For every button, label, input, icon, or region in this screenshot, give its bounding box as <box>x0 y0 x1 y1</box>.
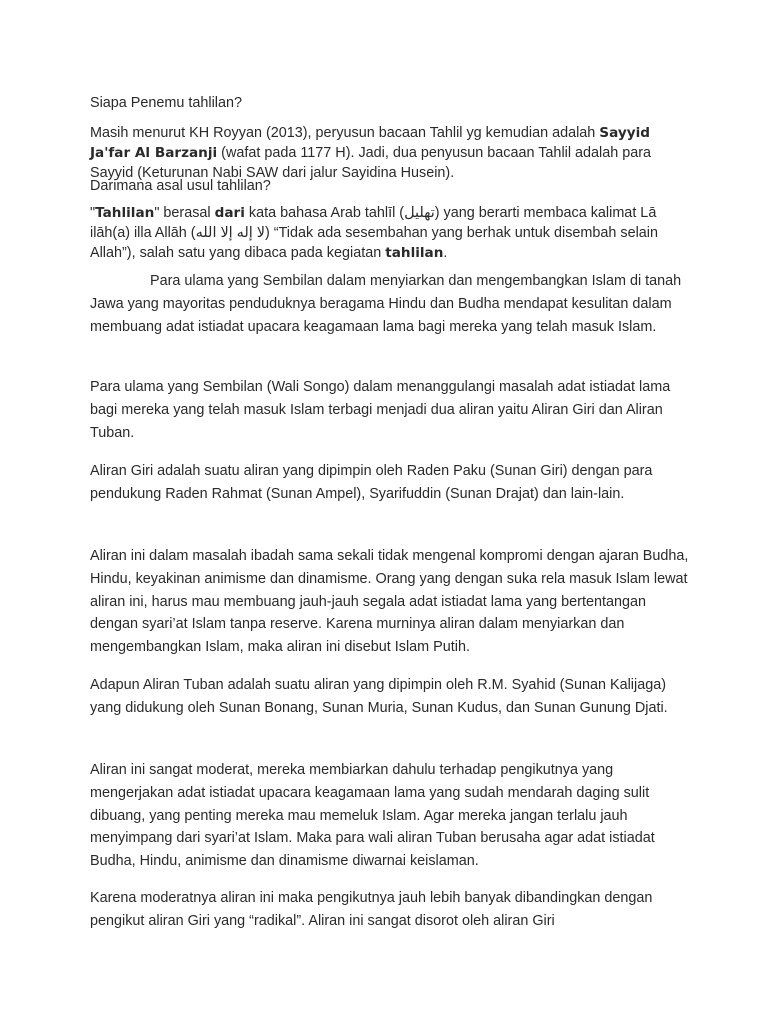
body-paragraph: Para ulama yang Sembilan dalam menyiarkan dan mengembangkan Islam di tanah Jawa yang mayoritas penduduknya beragama Hindu dan Budha mendapat kesulitan dalam membuang adat istiadat upacara keagamaan lama bagi mereka yang telah masuk Islam. <box>90 273 682 335</box>
definition-text-3: . <box>443 245 448 261</box>
question-who-invented: Siapa Penemu tahlilan? <box>90 95 243 111</box>
definition-text-1: " berasal <box>154 205 215 221</box>
question-origin: Darimana asal usul tahlilan? <box>90 178 271 194</box>
definition-paragraph <box>90 203 680 263</box>
intro-text-1: Masih menurut KH Royyan (2013), peryusun bacaan Tahlil yg kemudian adalah <box>90 125 600 141</box>
definition-text-0: " <box>90 205 96 221</box>
definition-text-2: kata bahasa Arab tahlīl (تهليل) yang berarti membaca kalimat Lā ilāh(a) illa Allāh (لا إله إلا الله) “Tidak ada sesembahan yang berhak untuk disembah selain Allah”), salah satu yang dibaca pada kegiatan <box>90 205 658 261</box>
body-paragraph: Aliran ini sangat moderat, mereka membiarkan dahulu terhadap pengikutnya yang mengerjakan adat istiadat upacara keagamaan lama yang sudah mendarah daging sulit dibuang, yang penting mereka mau memeluk Islam. Agar mereka jangan terlalu jauh menyimpang dari syari’at Islam. Maka para wali aliran Tuban berusaha agar adat istiadat Budha, Hindu, animisme dan dinamisme diwarnai keislaman. <box>90 762 655 870</box>
intro-text-2: (wafat pada 1177 H). Jadi, dua penyusun bacaan Tahlil adalah para Sayyid (Keturunan Nabi SAW dari jalur Sayidina Husein). <box>90 145 652 181</box>
definition-bold-tahlilan: Tahlilan <box>95 205 155 221</box>
body-paragraph: Adapun Aliran Tuban adalah suatu aliran yang dipimpin oleh R.M. Syahid (Sunan Kalijaga) yang didukung oleh Sunan Bonang, Sunan Muria, Sunan Kudus, dan Sunan Gunung Djati. <box>90 677 668 716</box>
definition-bold-dari: dari <box>214 205 245 221</box>
body-paragraph: Aliran ini dalam masalah ibadah sama sekali tidak mengenal kompromi dengan ajaran Budha, Hindu, keyakinan animisme dan dinamisme. Orang yang dengan suka rela masuk Islam lewat aliran ini, harus mau membuang jauh-jauh segala adat istiadat lama yang bertentangan dengan syari’at Islam tanpa reserve. Karena murninya aliran dalam menyiarkan dan mengembangkan Islam, maka aliran ini disebut Islam Putih. <box>90 548 689 656</box>
intro-paragraph <box>90 123 690 183</box>
definition-bold-tahlilan-2: tahlilan <box>385 245 444 261</box>
body-paragraph: Karena moderatnya aliran ini maka pengikutnya jauh lebih banyak dibandingkan dengan pengikut aliran Giri yang “radikal”. Aliran ini sangat disorot oleh aliran Giri <box>90 890 653 929</box>
body-paragraph: Para ulama yang Sembilan (Wali Songo) dalam menanggulangi masalah adat istiadat lama bagi mereka yang telah masuk Islam terbagi menjadi dua aliran yaitu Aliran Giri dan Aliran Tuban. <box>90 379 671 441</box>
intro-bold-name: Sayyid Ja'far Al Barzanji <box>90 125 650 161</box>
body-paragraph: Aliran Giri adalah suatu aliran yang dipimpin oleh Raden Paku (Sunan Giri) dengan para pendukung Raden Rahmat (Sunan Ampel), Syarifuddin (Sunan Drajat) dan lain-lain. <box>90 463 653 502</box>
